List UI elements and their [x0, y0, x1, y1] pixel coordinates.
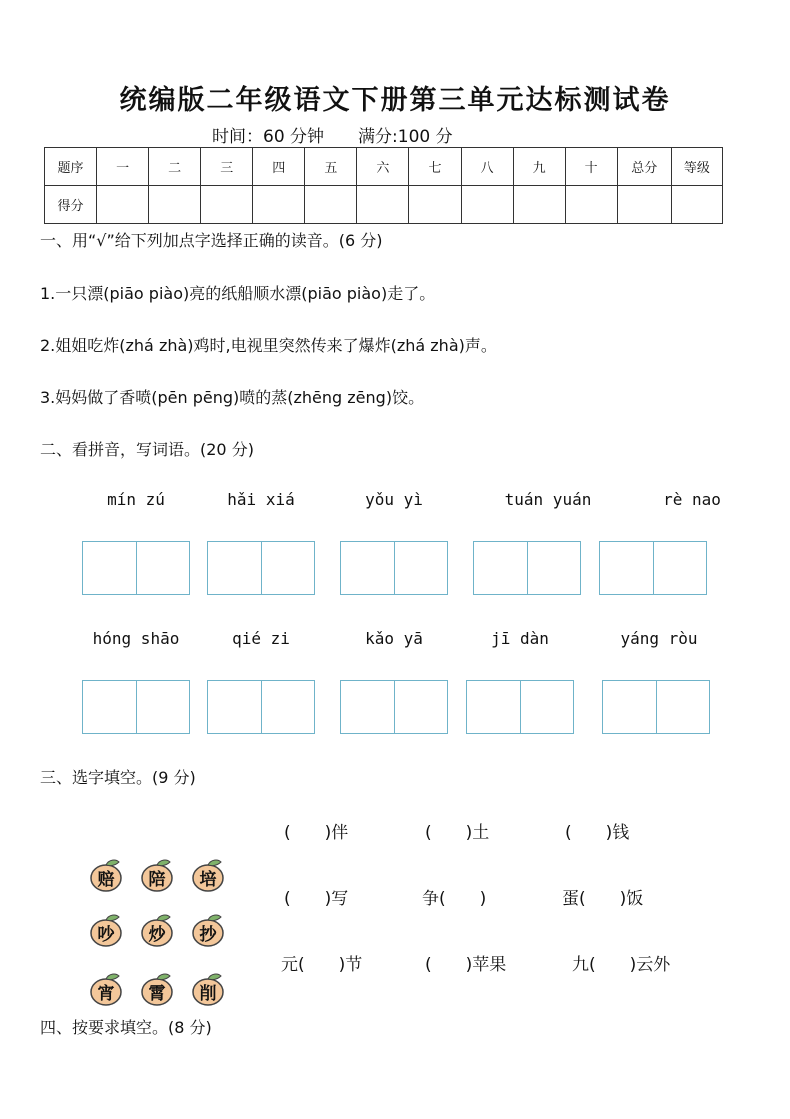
grid-cell[interactable]: [83, 542, 137, 594]
grid-cell[interactable]: [654, 542, 707, 594]
fill-blank[interactable]: ( )伴: [284, 823, 349, 843]
score-header: 一: [97, 148, 149, 186]
peach-character: [89, 972, 123, 1006]
score-cell[interactable]: [513, 186, 565, 224]
grid-cell[interactable]: [137, 681, 190, 733]
score-header: 八: [461, 148, 513, 186]
grid-cell[interactable]: [83, 681, 137, 733]
peach-char: 陪: [148, 870, 166, 890]
score-cell[interactable]: [565, 186, 617, 224]
grid-cell[interactable]: [474, 542, 528, 594]
pinyin-label: [598, 490, 721, 509]
peach-character: [191, 972, 225, 1006]
section3-heading: 三、选字填空。(9 分): [40, 768, 196, 787]
writing-grid[interactable]: [466, 680, 574, 734]
grid-cell[interactable]: [395, 681, 448, 733]
score-table-header-row: [45, 148, 723, 186]
section1-item: 2.姐姐吃炸(zhá zhà)鸡时,电视里突然传来了爆炸(zhá zhà)声。: [40, 336, 497, 355]
score-cell[interactable]: [201, 186, 253, 224]
score-header: 四: [253, 148, 305, 186]
score-cell[interactable]: [305, 186, 357, 224]
grid-cell[interactable]: [603, 681, 657, 733]
score-cell[interactable]: [253, 186, 305, 224]
score-table: [44, 147, 723, 224]
score-header: 题序: [45, 148, 97, 186]
peach-char: 削: [199, 984, 217, 1004]
writing-grid[interactable]: [82, 680, 190, 734]
score-header: 等级: [671, 148, 722, 186]
pinyin-label: yáng ròu: [620, 629, 698, 648]
score-cell[interactable]: [671, 186, 722, 224]
score-header: 十: [565, 148, 617, 186]
score-cell[interactable]: [617, 186, 671, 224]
grid-cell[interactable]: [657, 681, 710, 733]
peach-char: 赔: [97, 870, 115, 890]
writing-grid[interactable]: [207, 680, 315, 734]
pinyin-label: hǎi xiá: [227, 490, 295, 509]
writing-grid[interactable]: [82, 541, 190, 595]
fill-blank[interactable]: 蛋( )饭: [562, 889, 644, 909]
fill-blank[interactable]: ( )钱: [565, 823, 630, 843]
grid-cell[interactable]: [208, 542, 262, 594]
peach-char: 宵: [97, 984, 115, 1004]
score-cell[interactable]: [149, 186, 201, 224]
fill-blank[interactable]: 争( ): [422, 889, 487, 909]
section1-heading: 一、用“√”给下列加点字选择正确的读音。(6 分): [40, 231, 383, 250]
peach-character: [140, 858, 174, 892]
fill-blank[interactable]: ( )苹果: [425, 955, 507, 975]
writing-grid[interactable]: [473, 541, 581, 595]
peach-char: 炒: [148, 925, 166, 945]
grid-cell[interactable]: [521, 681, 574, 733]
fill-blank[interactable]: 九( )云外: [572, 955, 671, 975]
peach-char: 霄: [148, 984, 166, 1004]
pinyin-text: rè nao: [663, 490, 721, 509]
fill-blank[interactable]: ( )写: [284, 889, 349, 909]
pinyin-label: hóng shāo: [92, 629, 180, 648]
section1-item: 1.一只漂(piāo piào)亮的纸船顺水漂(piāo piào)走了。: [40, 284, 436, 303]
peach-character: [140, 913, 174, 947]
peach-char: 抄: [199, 925, 217, 945]
score-cell[interactable]: [461, 186, 513, 224]
grid-cell[interactable]: [528, 542, 581, 594]
score-header: 三: [201, 148, 253, 186]
score-header: 五: [305, 148, 357, 186]
writing-grid[interactable]: [207, 541, 315, 595]
score-header: 总分: [617, 148, 671, 186]
fill-blank[interactable]: ( )土: [425, 823, 490, 843]
pinyin-label: jī dàn: [491, 629, 549, 648]
pinyin-label: yǒu yì: [365, 490, 423, 509]
pinyin-label: kǎo yā: [365, 629, 423, 648]
section1-item: 3.妈妈做了香喷(pēn pēng)喷的蒸(zhēng zēng)饺。: [40, 388, 425, 407]
pinyin-label: qié zi: [232, 629, 290, 648]
pinyin-label: tuán yuán: [504, 490, 592, 509]
grid-cell[interactable]: [262, 681, 315, 733]
grid-cell[interactable]: [262, 542, 315, 594]
peach-char: 培: [199, 870, 217, 890]
time-limit: 时间：60 分钟: [212, 127, 325, 147]
peach-char: 吵: [97, 925, 115, 945]
score-header: 六: [357, 148, 409, 186]
writing-grid[interactable]: [599, 541, 707, 595]
score-header: 二: [149, 148, 201, 186]
score-cell[interactable]: [357, 186, 409, 224]
section2-heading: 二、看拼音，写词语。(20 分): [40, 440, 254, 459]
writing-grid[interactable]: [602, 680, 710, 734]
score-header: 七: [409, 148, 461, 186]
full-score: 满分:100 分: [358, 127, 453, 147]
score-table-score-row: [45, 186, 723, 224]
writing-grid[interactable]: [340, 541, 448, 595]
grid-cell[interactable]: [395, 542, 448, 594]
pinyin-label: mín zú: [107, 490, 165, 509]
exam-meta: [212, 122, 453, 147]
grid-cell[interactable]: [137, 542, 190, 594]
grid-cell[interactable]: [341, 681, 395, 733]
peach-character: [89, 858, 123, 892]
score-header: 九: [513, 148, 565, 186]
peach-character: [140, 972, 174, 1006]
grid-cell[interactable]: [600, 542, 654, 594]
peach-character: [191, 858, 225, 892]
score-cell[interactable]: [97, 186, 149, 224]
peach-character: [89, 913, 123, 947]
score-cell[interactable]: [409, 186, 461, 224]
fill-blank[interactable]: 元( )节: [281, 955, 363, 975]
section4-heading: 四、按要求填空。(8 分): [40, 1018, 212, 1037]
writing-grid[interactable]: [340, 680, 448, 734]
page-title: 统编版二年级语文下册第三单元达标测试卷: [119, 85, 671, 116]
grid-cell[interactable]: [341, 542, 395, 594]
grid-cell[interactable]: [208, 681, 262, 733]
grid-cell[interactable]: [467, 681, 521, 733]
peach-character: [191, 913, 225, 947]
score-row-label: 得分: [45, 186, 97, 224]
